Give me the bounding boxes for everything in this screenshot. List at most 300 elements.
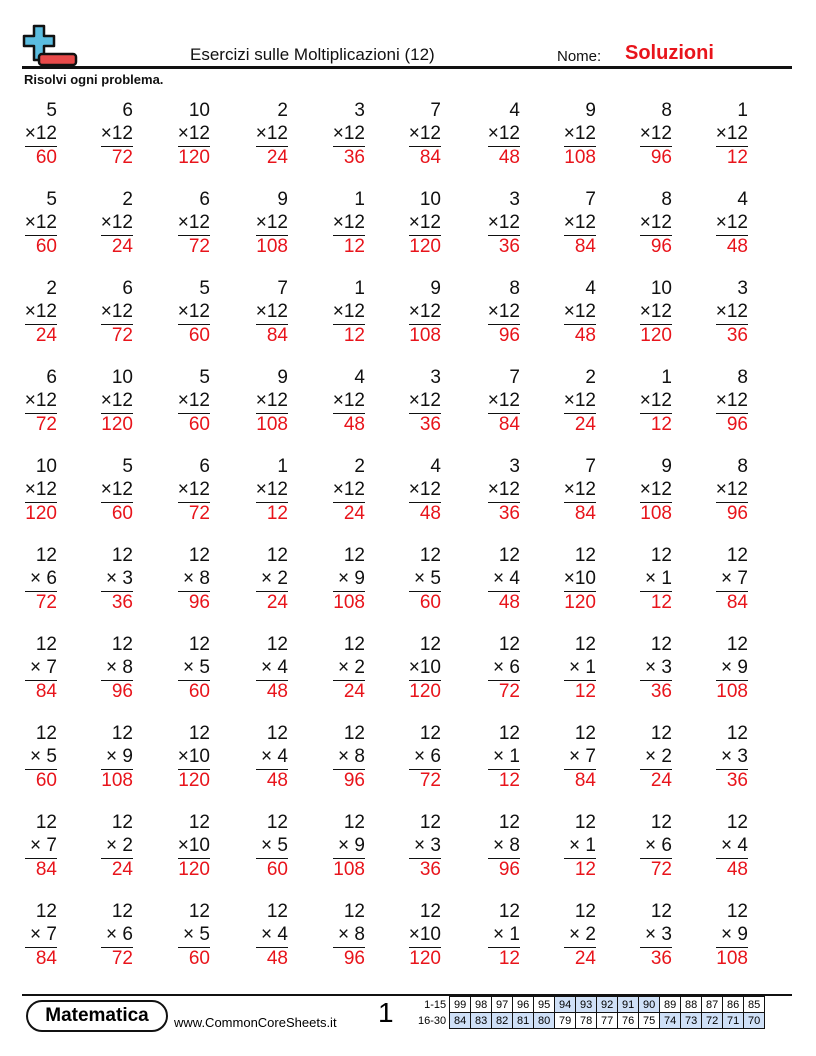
name-value: Soluzioni <box>625 42 714 64</box>
multiplicand: 2 <box>277 100 288 121</box>
multiplicand: 8 <box>661 189 672 210</box>
problem <box>470 633 520 703</box>
problem <box>391 99 441 169</box>
answer: 60 <box>266 859 288 880</box>
answer: 48 <box>726 236 748 257</box>
score-cell: 79 <box>555 1013 576 1029</box>
answer: 120 <box>409 681 441 702</box>
score-cell: 99 <box>450 997 471 1013</box>
problem <box>546 633 596 703</box>
multiplier: × 4 <box>493 568 520 589</box>
multiplier: ×12 <box>639 212 672 233</box>
multiplier: × 7 <box>30 657 57 678</box>
multiplier: × 9 <box>338 568 365 589</box>
multiplier: ×12 <box>715 212 748 233</box>
answer: 24 <box>343 503 365 524</box>
answer: 72 <box>35 414 57 435</box>
multiplicand: 12 <box>498 812 520 833</box>
multiplicand: 12 <box>343 723 365 744</box>
problem <box>546 811 596 881</box>
multiplier: × 1 <box>569 835 596 856</box>
multiplier: × 8 <box>183 568 210 589</box>
problem <box>315 633 365 703</box>
answer: 36 <box>726 325 748 346</box>
answer: 12 <box>343 236 365 257</box>
problem <box>7 633 57 703</box>
multiplier: × 9 <box>721 924 748 945</box>
multiplier: ×12 <box>563 390 596 411</box>
answer: 108 <box>333 592 365 613</box>
problem <box>315 366 365 436</box>
answer: 48 <box>343 414 365 435</box>
answer: 96 <box>343 948 365 969</box>
score-cell: 76 <box>618 1013 639 1029</box>
multiplicand: 10 <box>188 100 210 121</box>
score-cell: 97 <box>492 997 513 1013</box>
problem <box>698 188 748 258</box>
answer: 120 <box>178 770 210 791</box>
answer: 72 <box>111 147 133 168</box>
multiplicand: 12 <box>266 634 288 655</box>
multiplier: × 2 <box>645 746 672 767</box>
answer: 96 <box>726 503 748 524</box>
multiplicand: 12 <box>574 634 596 655</box>
multiplicand: 12 <box>111 901 133 922</box>
answer: 84 <box>574 770 596 791</box>
problem <box>546 277 596 347</box>
answer: 24 <box>343 681 365 702</box>
answer: 108 <box>716 681 748 702</box>
multiplier: × 2 <box>338 657 365 678</box>
multiplier: ×12 <box>255 123 288 144</box>
multiplicand: 12 <box>419 812 441 833</box>
problem <box>391 811 441 881</box>
score-row <box>416 1013 765 1029</box>
problem <box>698 811 748 881</box>
multiplier: × 6 <box>414 746 441 767</box>
problem <box>7 188 57 258</box>
score-cell: 72 <box>702 1013 723 1029</box>
problem <box>622 277 672 347</box>
multiplier: ×12 <box>24 212 57 233</box>
multiplicand: 7 <box>430 100 441 121</box>
page-number: 1 <box>378 997 394 1028</box>
problem <box>546 544 596 614</box>
problem <box>7 900 57 970</box>
multiplier: ×12 <box>100 301 133 322</box>
problem <box>698 366 748 436</box>
answer: 108 <box>716 948 748 969</box>
answer: 120 <box>409 948 441 969</box>
multiplicand: 7 <box>585 456 596 477</box>
multiplicand: 12 <box>726 812 748 833</box>
problem <box>546 900 596 970</box>
multiplier: × 4 <box>261 657 288 678</box>
multiplicand: 12 <box>343 634 365 655</box>
problem <box>622 544 672 614</box>
answer: 36 <box>419 859 441 880</box>
answer: 48 <box>498 147 520 168</box>
multiplicand: 12 <box>111 812 133 833</box>
multiplicand: 12 <box>266 545 288 566</box>
multiplier: ×12 <box>100 479 133 500</box>
multiplicand: 8 <box>737 456 748 477</box>
answer: 12 <box>266 503 288 524</box>
multiplier: ×12 <box>487 390 520 411</box>
multiplicand: 12 <box>419 723 441 744</box>
worksheet-title: Esercizi sulle Moltiplicazioni (12) <box>190 45 435 64</box>
multiplier: ×12 <box>24 301 57 322</box>
problem <box>315 188 365 258</box>
multiplier: × 6 <box>106 924 133 945</box>
multiplier: × 7 <box>30 924 57 945</box>
multiplier: ×12 <box>408 390 441 411</box>
multiplicand: 5 <box>46 100 57 121</box>
problem <box>315 811 365 881</box>
answer: 36 <box>498 236 520 257</box>
answer: 36 <box>650 948 672 969</box>
multiplicand: 12 <box>574 723 596 744</box>
answer: 96 <box>650 236 672 257</box>
multiplicand: 6 <box>122 278 133 299</box>
multiplier: × 6 <box>645 835 672 856</box>
multiplier: ×10 <box>177 746 210 767</box>
multiplier: ×12 <box>487 301 520 322</box>
multiplicand: 12 <box>111 545 133 566</box>
problem <box>470 99 520 169</box>
multiplicand: 1 <box>354 278 365 299</box>
score-row <box>416 997 765 1013</box>
score-cell: 95 <box>534 997 555 1013</box>
answer: 72 <box>188 236 210 257</box>
multiplicand: 12 <box>574 901 596 922</box>
problem <box>160 722 210 792</box>
problem <box>315 455 365 525</box>
answer: 24 <box>266 147 288 168</box>
multiplier: ×12 <box>24 479 57 500</box>
problem <box>391 544 441 614</box>
answer: 48 <box>498 592 520 613</box>
answer: 48 <box>266 681 288 702</box>
answer: 24 <box>111 236 133 257</box>
problem <box>698 900 748 970</box>
multiplicand: 8 <box>737 367 748 388</box>
problem <box>7 544 57 614</box>
problem <box>698 544 748 614</box>
answer: 60 <box>188 414 210 435</box>
multiplicand: 12 <box>726 634 748 655</box>
multiplier: ×12 <box>563 301 596 322</box>
multiplicand: 12 <box>343 901 365 922</box>
problem <box>83 366 133 436</box>
problem <box>391 633 441 703</box>
answer: 96 <box>188 592 210 613</box>
score-cell: 91 <box>618 997 639 1013</box>
multiplier: × 2 <box>569 924 596 945</box>
answer: 96 <box>111 681 133 702</box>
multiplier: ×12 <box>177 479 210 500</box>
multiplicand: 7 <box>277 278 288 299</box>
problem <box>7 722 57 792</box>
multiplier: ×12 <box>715 123 748 144</box>
score-cell: 75 <box>639 1013 660 1029</box>
multiplicand: 12 <box>498 545 520 566</box>
problem <box>315 900 365 970</box>
multiplicand: 12 <box>266 901 288 922</box>
multiplicand: 4 <box>585 278 596 299</box>
answer: 96 <box>650 147 672 168</box>
answer: 120 <box>25 503 57 524</box>
problem <box>238 277 288 347</box>
answer: 12 <box>498 948 520 969</box>
multiplicand: 12 <box>650 901 672 922</box>
score-cell: 71 <box>723 1013 744 1029</box>
score-cell: 96 <box>513 997 534 1013</box>
answer: 24 <box>111 859 133 880</box>
multiplier: ×12 <box>332 212 365 233</box>
multiplier: × 8 <box>493 835 520 856</box>
multiplicand: 12 <box>35 634 57 655</box>
multiplicand: 12 <box>498 901 520 922</box>
multiplicand: 10 <box>111 367 133 388</box>
problem <box>391 277 441 347</box>
problem <box>622 811 672 881</box>
problem <box>83 811 133 881</box>
multiplicand: 2 <box>46 278 57 299</box>
multiplicand: 7 <box>509 367 520 388</box>
score-cell: 93 <box>576 997 597 1013</box>
multiplicand: 9 <box>277 189 288 210</box>
multiplicand: 6 <box>46 367 57 388</box>
problem <box>238 99 288 169</box>
multiplier: × 7 <box>721 568 748 589</box>
multiplicand: 3 <box>737 278 748 299</box>
score-cell: 74 <box>660 1013 681 1029</box>
problem <box>83 188 133 258</box>
multiplicand: 6 <box>199 456 210 477</box>
multiplier: ×12 <box>332 301 365 322</box>
multiplicand: 3 <box>509 189 520 210</box>
problem <box>622 188 672 258</box>
multiplicand: 12 <box>726 901 748 922</box>
answer: 60 <box>188 681 210 702</box>
problem <box>315 544 365 614</box>
problem <box>238 900 288 970</box>
multiplicand: 12 <box>188 901 210 922</box>
multiplier: × 7 <box>30 835 57 856</box>
multiplicand: 9 <box>430 278 441 299</box>
multiplicand: 12 <box>419 634 441 655</box>
multiplier: ×12 <box>715 301 748 322</box>
problem <box>160 633 210 703</box>
multiplier: × 7 <box>569 746 596 767</box>
multiplier: × 1 <box>493 924 520 945</box>
multiplier: × 4 <box>721 835 748 856</box>
plus-minus-logo-icon <box>22 24 78 68</box>
problem <box>698 277 748 347</box>
problem <box>83 99 133 169</box>
multiplicand: 12 <box>188 723 210 744</box>
score-cell: 73 <box>681 1013 702 1029</box>
multiplier: × 9 <box>338 835 365 856</box>
multiplicand: 6 <box>199 189 210 210</box>
multiplicand: 4 <box>509 100 520 121</box>
problem <box>7 277 57 347</box>
problem <box>470 544 520 614</box>
multiplicand: 5 <box>46 189 57 210</box>
problem <box>698 633 748 703</box>
multiplicand: 3 <box>430 367 441 388</box>
problem <box>546 99 596 169</box>
multiplier: ×12 <box>639 301 672 322</box>
multiplier: ×12 <box>639 390 672 411</box>
answer: 12 <box>650 414 672 435</box>
problem <box>160 188 210 258</box>
score-cell: 88 <box>681 997 702 1013</box>
answer: 120 <box>178 859 210 880</box>
problem <box>238 544 288 614</box>
answer: 36 <box>726 770 748 791</box>
problem <box>7 366 57 436</box>
score-cell: 80 <box>534 1013 555 1029</box>
multiplier: × 6 <box>30 568 57 589</box>
multiplicand: 7 <box>585 189 596 210</box>
multiplicand: 12 <box>419 545 441 566</box>
multiplicand: 2 <box>354 456 365 477</box>
answer: 36 <box>111 592 133 613</box>
problem <box>470 277 520 347</box>
answer: 60 <box>111 503 133 524</box>
multiplicand: 6 <box>122 100 133 121</box>
multiplicand: 12 <box>574 812 596 833</box>
problem <box>7 99 57 169</box>
multiplicand: 12 <box>188 634 210 655</box>
score-cell: 92 <box>597 997 618 1013</box>
multiplicand: 12 <box>35 901 57 922</box>
multiplier: ×12 <box>487 479 520 500</box>
multiplier: × 5 <box>30 746 57 767</box>
answer: 48 <box>574 325 596 346</box>
problem <box>238 188 288 258</box>
score-cell: 81 <box>513 1013 534 1029</box>
problem <box>160 544 210 614</box>
multiplicand: 8 <box>509 278 520 299</box>
multiplicand: 12 <box>343 812 365 833</box>
answer: 36 <box>419 414 441 435</box>
answer: 24 <box>650 770 672 791</box>
multiplier: ×10 <box>408 924 441 945</box>
multiplier: ×12 <box>177 212 210 233</box>
multiplier: × 1 <box>493 746 520 767</box>
answer: 84 <box>266 325 288 346</box>
answer: 84 <box>574 503 596 524</box>
multiplier: × 2 <box>261 568 288 589</box>
multiplier: ×12 <box>715 390 748 411</box>
answer: 60 <box>188 325 210 346</box>
multiplier: ×12 <box>715 479 748 500</box>
answer: 60 <box>188 948 210 969</box>
multiplier: ×12 <box>177 390 210 411</box>
answer: 96 <box>343 770 365 791</box>
problem <box>622 633 672 703</box>
problem <box>238 455 288 525</box>
score-cell: 86 <box>723 997 744 1013</box>
answer: 24 <box>574 414 596 435</box>
multiplicand: 12 <box>650 812 672 833</box>
multiplier: ×10 <box>563 568 596 589</box>
multiplier: × 3 <box>106 568 133 589</box>
problem <box>160 99 210 169</box>
multiplier: ×12 <box>639 123 672 144</box>
problem <box>622 366 672 436</box>
answer: 96 <box>498 325 520 346</box>
answer: 36 <box>650 681 672 702</box>
score-cell: 84 <box>450 1013 471 1029</box>
multiplicand: 12 <box>726 723 748 744</box>
multiplier: ×12 <box>408 479 441 500</box>
score-row-label: 16-30 <box>418 1014 447 1027</box>
answer: 120 <box>564 592 596 613</box>
multiplier: × 1 <box>645 568 672 589</box>
problem <box>315 99 365 169</box>
multiplicand: 12 <box>188 812 210 833</box>
answer: 12 <box>498 770 520 791</box>
answer: 36 <box>343 147 365 168</box>
multiplicand: 9 <box>661 456 672 477</box>
multiplier: × 3 <box>645 924 672 945</box>
multiplicand: 12 <box>650 545 672 566</box>
multiplicand: 12 <box>35 545 57 566</box>
multiplier: ×10 <box>408 657 441 678</box>
multiplier: ×12 <box>100 123 133 144</box>
multiplier: ×12 <box>255 390 288 411</box>
score-cell: 98 <box>471 997 492 1013</box>
multiplier: × 8 <box>106 657 133 678</box>
site-url: www.CommonCoreSheets.it <box>174 1015 337 1030</box>
multiplicand: 9 <box>277 367 288 388</box>
multiplier: ×12 <box>24 390 57 411</box>
multiplier: × 8 <box>338 924 365 945</box>
score-cell: 70 <box>744 1013 765 1029</box>
problem <box>546 366 596 436</box>
multiplier: ×12 <box>255 301 288 322</box>
multiplicand: 12 <box>343 545 365 566</box>
answer: 48 <box>266 948 288 969</box>
problem <box>470 455 520 525</box>
problem <box>622 99 672 169</box>
multiplicand: 12 <box>35 723 57 744</box>
answer: 120 <box>101 414 133 435</box>
answer: 96 <box>726 414 748 435</box>
multiplier: ×12 <box>100 212 133 233</box>
answer: 60 <box>35 147 57 168</box>
answer: 120 <box>178 147 210 168</box>
multiplier: ×12 <box>255 479 288 500</box>
answer: 60 <box>35 770 57 791</box>
score-cell: 89 <box>660 997 681 1013</box>
multiplier: × 8 <box>338 746 365 767</box>
answer: 72 <box>419 770 441 791</box>
problem <box>83 722 133 792</box>
problem <box>698 99 748 169</box>
problem <box>238 722 288 792</box>
answer: 72 <box>35 592 57 613</box>
multiplicand: 12 <box>498 723 520 744</box>
answer: 120 <box>409 236 441 257</box>
answer: 12 <box>574 681 596 702</box>
multiplicand: 12 <box>266 723 288 744</box>
problem <box>160 811 210 881</box>
